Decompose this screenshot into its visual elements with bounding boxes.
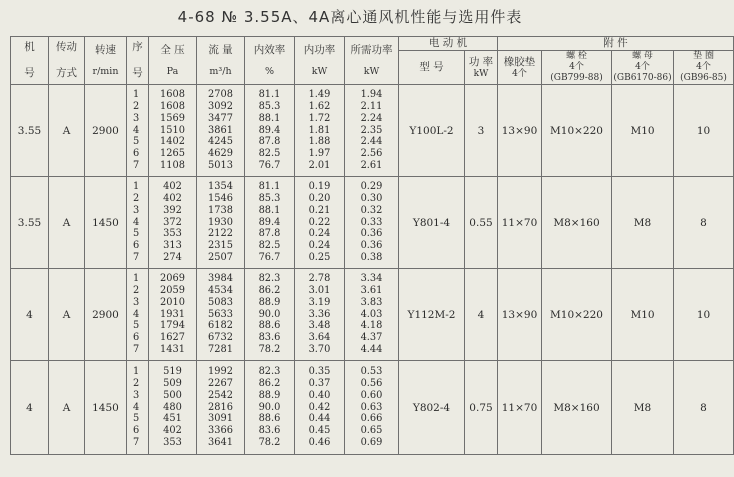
list-item: 3	[133, 204, 140, 216]
list-item: 89.4	[258, 124, 281, 136]
list-item: 3861	[208, 124, 233, 136]
motor-power-cell: 3	[465, 85, 498, 177]
list-item: 7281	[208, 344, 233, 356]
list-item: 1546	[208, 192, 233, 204]
seq-list	[127, 273, 148, 356]
list-item: 3477	[208, 112, 233, 124]
list-item: 88.1	[258, 112, 281, 124]
required-power-list	[345, 181, 398, 264]
list-item: 3	[133, 296, 140, 308]
list-item: 5	[133, 228, 140, 240]
list-item: 78.2	[258, 344, 281, 356]
list-item: 3.83	[360, 296, 383, 308]
table-row	[11, 177, 734, 269]
efficiency-list	[245, 89, 294, 172]
list-item: 1431	[160, 344, 185, 356]
list-item: 3.01	[308, 284, 331, 296]
list-item: 2	[133, 100, 140, 112]
list-item: 1608	[160, 100, 185, 112]
list-item: 1931	[160, 308, 185, 320]
list-item: 0.19	[308, 180, 331, 192]
list-item: 89.4	[258, 216, 281, 228]
list-item: 81.1	[258, 180, 281, 192]
bolt-cell: M8×160	[542, 177, 612, 269]
required-power-list-cell	[345, 177, 399, 269]
seq-list-cell	[127, 85, 149, 177]
list-item: 3641	[208, 437, 233, 449]
nut-cell: M10	[612, 269, 674, 361]
list-item: 0.38	[360, 252, 383, 264]
list-item: 83.6	[258, 332, 281, 344]
list-item: 88.6	[258, 413, 281, 425]
nut-cell: M8	[612, 361, 674, 455]
bolt-cell: M8×160	[542, 361, 612, 455]
list-item: 0.25	[308, 252, 331, 264]
list-item: 2267	[208, 377, 233, 389]
header-washer: 垫 圈 4个 (GB96-85)	[674, 51, 734, 85]
list-item: 0.45	[308, 425, 331, 437]
flow-list	[197, 273, 244, 356]
list-item: 0.63	[360, 401, 383, 413]
flow-list	[197, 366, 244, 449]
list-item: 5633	[208, 308, 233, 320]
nut-cell: M10	[612, 85, 674, 177]
list-item: 82.5	[258, 240, 281, 252]
machine-no-cell: 3.55	[11, 85, 49, 177]
list-item: 2	[133, 377, 140, 389]
list-item: 1402	[160, 136, 185, 148]
motor-power-cell: 4	[465, 269, 498, 361]
list-item: 3.64	[308, 332, 331, 344]
list-item: 6182	[208, 320, 233, 332]
list-item: 1510	[160, 124, 185, 136]
list-item: 82.5	[258, 148, 281, 160]
internal-power-list	[295, 366, 344, 449]
flow-list-cell	[197, 177, 245, 269]
list-item: 0.20	[308, 192, 331, 204]
internal-power-list-cell	[295, 85, 345, 177]
list-item: 86.2	[258, 377, 281, 389]
efficiency-list-cell	[245, 361, 295, 455]
efficiency-list	[245, 181, 294, 264]
machine-no-cell: 4	[11, 269, 49, 361]
speed-cell: 1450	[85, 177, 127, 269]
list-item: 76.7	[258, 160, 281, 172]
bolt-cell: M10×220	[542, 269, 612, 361]
list-item: 3.48	[308, 320, 331, 332]
list-item: 2.35	[360, 124, 383, 136]
list-item: 4.03	[360, 308, 383, 320]
washer-cell: 10	[674, 269, 734, 361]
motor-model-cell: Y112M-2	[399, 269, 465, 361]
list-item: 0.22	[308, 216, 331, 228]
list-item: 7	[133, 344, 140, 356]
list-item: 85.3	[258, 192, 281, 204]
list-item: 1569	[160, 112, 185, 124]
seq-list	[127, 181, 148, 264]
list-item: 3.61	[360, 284, 383, 296]
list-item: 0.40	[308, 389, 331, 401]
list-item: 0.53	[360, 365, 383, 377]
efficiency-list	[245, 273, 294, 356]
list-item: 1.72	[308, 112, 331, 124]
flow-list-cell	[197, 85, 245, 177]
nut-cell: M8	[612, 177, 674, 269]
list-item: 82.3	[258, 272, 281, 284]
list-item: 372	[163, 216, 182, 228]
seq-list	[127, 366, 148, 449]
list-item: 6	[133, 148, 140, 160]
pressure-list	[149, 89, 196, 172]
required-power-list	[345, 89, 398, 172]
list-item: 1.81	[308, 124, 331, 136]
list-item: 1265	[160, 148, 185, 160]
header-machine-no: 机 号	[11, 37, 49, 85]
required-power-list	[345, 366, 398, 449]
header-total-pressure: 全 压 Pa	[149, 37, 197, 85]
list-item: 480	[163, 401, 182, 413]
speed-cell: 2900	[85, 269, 127, 361]
list-item: 500	[163, 389, 182, 401]
list-item: 4	[133, 401, 140, 413]
list-item: 402	[163, 180, 182, 192]
list-item: 1108	[160, 160, 185, 172]
efficiency-list	[245, 366, 294, 449]
flow-list	[197, 89, 244, 172]
list-item: 2	[133, 192, 140, 204]
list-item: 7	[133, 437, 140, 449]
list-item: 5	[133, 320, 140, 332]
header-nut: 螺 母 4个 (GB6170-86)	[613, 51, 672, 83]
header-drive: 传动 方式	[49, 37, 85, 85]
list-item: 6	[133, 425, 140, 437]
list-item: 7	[133, 160, 140, 172]
list-item: 4.44	[360, 344, 383, 356]
list-item: 402	[163, 192, 182, 204]
list-item: 5	[133, 136, 140, 148]
list-item: 88.9	[258, 296, 281, 308]
list-item: 1.88	[308, 136, 331, 148]
list-item: 0.37	[308, 377, 331, 389]
internal-power-list	[295, 273, 344, 356]
washer-cell: 10	[674, 85, 734, 177]
list-item: 88.9	[258, 389, 281, 401]
list-item: 2507	[208, 252, 233, 264]
list-item: 2010	[160, 296, 185, 308]
list-item: 2708	[208, 88, 233, 100]
motor-power-cell: 0.55	[465, 177, 498, 269]
list-item: 4.18	[360, 320, 383, 332]
pressure-list	[149, 273, 196, 356]
list-item: 392	[163, 204, 182, 216]
list-item: 90.0	[258, 308, 281, 320]
list-item: 0.36	[360, 228, 383, 240]
required-power-list-cell	[345, 361, 399, 455]
list-item: 0.46	[308, 437, 331, 449]
list-item: 3.70	[308, 344, 331, 356]
rubber-pad-cell: 11×70	[498, 177, 542, 269]
list-item: 88.1	[258, 204, 281, 216]
header-bolt: 螺 栓 4个 (GB799-88)	[542, 51, 612, 85]
list-item: 4.37	[360, 332, 383, 344]
rubber-pad-cell: 13×90	[498, 269, 542, 361]
list-item: 2.44	[360, 136, 383, 148]
list-item: 2	[133, 284, 140, 296]
internal-power-list	[295, 181, 344, 264]
list-item: 87.8	[258, 136, 281, 148]
seq-list-cell	[127, 269, 149, 361]
internal-power-list-cell	[295, 361, 345, 455]
flow-list-cell	[197, 269, 245, 361]
drive-cell: A	[49, 269, 85, 361]
rubber-pad-cell: 11×70	[498, 361, 542, 455]
speed-cell: 1450	[85, 361, 127, 455]
list-item: 1.97	[308, 148, 331, 160]
list-item: 402	[163, 425, 182, 437]
motor-model-cell: Y801-4	[399, 177, 465, 269]
list-item: 76.7	[258, 252, 281, 264]
list-item: 1794	[160, 320, 185, 332]
list-item: 2315	[208, 240, 233, 252]
list-item: 0.29	[360, 180, 383, 192]
list-item: 0.30	[360, 192, 383, 204]
list-item: 0.66	[360, 413, 383, 425]
list-item: 90.0	[258, 401, 281, 413]
list-item: 5	[133, 413, 140, 425]
list-item: 0.44	[308, 413, 331, 425]
list-item: 1354	[208, 180, 233, 192]
drive-cell: A	[49, 85, 85, 177]
flow-list	[197, 181, 244, 264]
table-row	[11, 85, 734, 177]
list-item: 1.94	[360, 88, 383, 100]
list-item: 4	[133, 216, 140, 228]
list-item: 509	[163, 377, 182, 389]
list-item: 3	[133, 389, 140, 401]
list-item: 1.49	[308, 88, 331, 100]
list-item: 2122	[208, 228, 233, 240]
pressure-list-cell	[149, 361, 197, 455]
list-item: 0.60	[360, 389, 383, 401]
list-item: 313	[163, 240, 182, 252]
fan-spec-table	[10, 36, 734, 455]
internal-power-list	[295, 89, 344, 172]
list-item: 0.42	[308, 401, 331, 413]
list-item: 0.69	[360, 437, 383, 449]
efficiency-list-cell	[245, 269, 295, 361]
header-motor: 电 动 机	[399, 37, 498, 51]
pressure-list	[149, 181, 196, 264]
list-item: 1.62	[308, 100, 331, 112]
machine-no-cell: 4	[11, 361, 49, 455]
list-item: 2816	[208, 401, 233, 413]
motor-power-cell: 0.75	[465, 361, 498, 455]
seq-list-cell	[127, 177, 149, 269]
list-item: 519	[163, 365, 182, 377]
table-title: 4-68 № 3.55A、4A离心通风机性能与选用件表	[177, 8, 523, 26]
list-item: 6	[133, 240, 140, 252]
list-item: 2.61	[360, 160, 383, 172]
speed-cell: 2900	[85, 85, 127, 177]
header-required-power: 所需功率 kW	[345, 37, 399, 85]
list-item: 2.56	[360, 148, 383, 160]
header-internal-power: 内功率 kW	[295, 37, 345, 85]
list-item: 3	[133, 112, 140, 124]
list-item: 353	[163, 437, 182, 449]
list-item: 87.8	[258, 228, 281, 240]
pressure-list	[149, 366, 196, 449]
list-item: 1738	[208, 204, 233, 216]
motor-model-cell: Y100L-2	[399, 85, 465, 177]
table-row	[11, 361, 734, 455]
list-item: 0.35	[308, 365, 331, 377]
list-item: 6	[133, 332, 140, 344]
list-item: 3091	[208, 413, 233, 425]
list-item: 1992	[208, 365, 233, 377]
required-power-list-cell	[345, 269, 399, 361]
list-item: 4	[133, 124, 140, 136]
list-item: 78.2	[258, 437, 281, 449]
list-item: 5083	[208, 296, 233, 308]
header-rubber-pad: 橡胶垫 4个	[498, 51, 542, 85]
pressure-list-cell	[149, 177, 197, 269]
list-item: 88.6	[258, 320, 281, 332]
list-item: 4245	[208, 136, 233, 148]
list-item: 2059	[160, 284, 185, 296]
list-item: 81.1	[258, 88, 281, 100]
washer-cell: 8	[674, 177, 734, 269]
list-item: 0.33	[360, 216, 383, 228]
list-item: 4629	[208, 148, 233, 160]
list-item: 3984	[208, 272, 233, 284]
header-flow: 流 量 m³/h	[197, 37, 245, 85]
list-item: 1	[133, 180, 140, 192]
required-power-list-cell	[345, 85, 399, 177]
header-speed: 转速 r/min	[85, 37, 127, 85]
list-item: 86.2	[258, 284, 281, 296]
list-item: 5013	[208, 160, 233, 172]
drive-cell: A	[49, 177, 85, 269]
internal-power-list-cell	[295, 177, 345, 269]
header-accessories: 附 件	[498, 37, 734, 51]
motor-model-cell: Y802-4	[399, 361, 465, 455]
header-motor-model: 型 号	[399, 51, 465, 85]
list-item: 0.65	[360, 425, 383, 437]
internal-power-list-cell	[295, 269, 345, 361]
list-item: 3.19	[308, 296, 331, 308]
flow-list-cell	[197, 361, 245, 455]
list-item: 0.24	[308, 240, 331, 252]
list-item: 3.34	[360, 272, 383, 284]
rubber-pad-cell: 13×90	[498, 85, 542, 177]
list-item: 0.21	[308, 204, 331, 216]
list-item: 274	[163, 252, 182, 264]
list-item: 1627	[160, 332, 185, 344]
list-item: 0.24	[308, 228, 331, 240]
list-item: 2.78	[308, 272, 331, 284]
list-item: 4534	[208, 284, 233, 296]
seq-list	[127, 89, 148, 172]
efficiency-list-cell	[245, 85, 295, 177]
required-power-list	[345, 273, 398, 356]
list-item: 0.32	[360, 204, 383, 216]
list-item: 2.24	[360, 112, 383, 124]
list-item: 2.11	[360, 100, 383, 112]
list-item: 82.3	[258, 365, 281, 377]
pressure-list-cell	[149, 269, 197, 361]
efficiency-list-cell	[245, 177, 295, 269]
list-item: 1608	[160, 88, 185, 100]
list-item: 1	[133, 365, 140, 377]
list-item: 4	[133, 308, 140, 320]
list-item: 353	[163, 228, 182, 240]
seq-list-cell	[127, 361, 149, 455]
list-item: 3366	[208, 425, 233, 437]
header-motor-power: 功 率 kW	[465, 51, 498, 85]
list-item: 85.3	[258, 100, 281, 112]
list-item: 0.36	[360, 240, 383, 252]
list-item: 2542	[208, 389, 233, 401]
list-item: 3.36	[308, 308, 331, 320]
list-item: 83.6	[258, 425, 281, 437]
drive-cell: A	[49, 361, 85, 455]
washer-cell: 8	[674, 361, 734, 455]
list-item: 1930	[208, 216, 233, 228]
list-item: 1	[133, 272, 140, 284]
list-item: 2.01	[308, 160, 331, 172]
list-item: 7	[133, 252, 140, 264]
pressure-list-cell	[149, 85, 197, 177]
machine-no-cell: 3.55	[11, 177, 49, 269]
list-item: 2069	[160, 272, 185, 284]
list-item: 6732	[208, 332, 233, 344]
table-row	[11, 269, 734, 361]
bolt-cell: M10×220	[542, 85, 612, 177]
list-item: 0.56	[360, 377, 383, 389]
header-efficiency: 内效率 %	[245, 37, 295, 85]
list-item: 1	[133, 88, 140, 100]
list-item: 3092	[208, 100, 233, 112]
header-seq: 序 号	[127, 37, 149, 85]
list-item: 451	[163, 413, 182, 425]
